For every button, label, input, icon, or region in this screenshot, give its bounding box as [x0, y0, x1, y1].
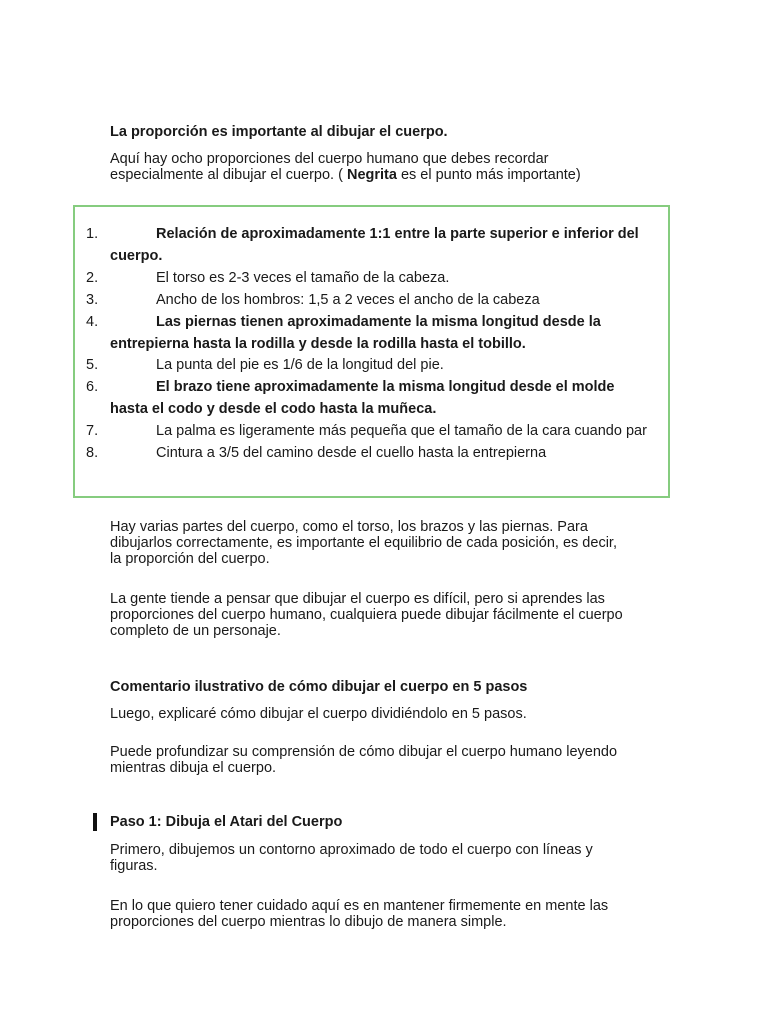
proportion-text: La palma es ligeramente más pequeña que el tamaño de la cara cuando par: [156, 423, 647, 440]
proportion-text: Cintura a 3/5 del camino desde el cuello hasta la entrepierna: [156, 445, 547, 462]
proportions-list: [86, 224, 656, 465]
intro-paragraph-bold: Negrita: [346, 167, 397, 183]
body-paragraph-4: Puede profundizar su comprensión de cómo dibujar el cuerpo humano leyendo mientras dibuja el cuerpo.: [110, 744, 618, 776]
intro-heading: La proporción es importante al dibujar el cuerpo.: [110, 124, 448, 140]
proportion-item: [86, 355, 656, 377]
proportion-text: El brazo tiene aproximadamente la misma longitud desde el molde hasta el codo y desde el codo hasta la muñeca.: [110, 379, 615, 418]
proportion-number: 4.: [86, 313, 99, 330]
proportion-item: [86, 290, 656, 312]
body-paragraph-2: La gente tiende a pensar que dibujar el cuerpo es difícil, pero si aprendes las proporciones del cuerpo humano, cualquiera puede dibujar fácilmente el cuerpo completo de un personaje.: [110, 591, 623, 639]
step1-paragraph-2: En lo que quiero tener cuidado aquí es en mantener firmemente en mente las proporciones del cuerpo mientras lo dibujo de manera simple.: [110, 898, 609, 930]
step-marker-bar: [93, 813, 97, 831]
proportion-text: Ancho de los hombros: 1,5 a 2 veces el ancho de la cabeza: [156, 291, 540, 308]
section-heading: Comentario ilustrativo de cómo dibujar el cuerpo en 5 pasos: [110, 679, 528, 695]
proportion-item: [86, 312, 656, 356]
proportion-number: 3.: [86, 291, 99, 308]
intro-paragraph-prefix: Aquí hay ocho proporciones del cuerpo humano que debes recordar especialmente al dibujar el cuerpo. (: [110, 151, 549, 183]
proportion-item: [86, 224, 656, 268]
proportion-item: [86, 268, 656, 290]
proportion-text: Relación de aproximadamente 1:1 entre la parte superior e inferior del cuerpo.: [110, 226, 639, 264]
proportion-item: [86, 421, 656, 443]
proportion-number: 2.: [86, 269, 99, 286]
proportion-number: 5.: [86, 357, 99, 374]
step1-paragraph-1: Primero, dibujemos un contorno aproximado de todo el cuerpo con líneas y figuras.: [110, 842, 593, 874]
step1-heading: Paso 1: Dibuja el Atari del Cuerpo: [110, 814, 343, 830]
proportion-text: El torso es 2-3 veces el tamaño de la cabeza.: [156, 269, 450, 286]
proportion-number: 1.: [86, 226, 99, 242]
intro-paragraph: [110, 151, 670, 183]
proportion-number: 7.: [86, 423, 99, 440]
proportion-text: Las piernas tienen aproximadamente la misma longitud desde la entrepierna hasta la rodilla y desde la rodilla hasta el tobillo.: [110, 313, 601, 352]
proportion-item: [86, 443, 656, 465]
intro-paragraph-suffix: es el punto más importante): [396, 167, 581, 183]
proportion-item: [86, 377, 656, 421]
proportion-text: La punta del pie es 1/6 de la longitud del pie.: [156, 357, 444, 374]
body-paragraph-3: Luego, explicaré cómo dibujar el cuerpo dividiéndolo en 5 pasos.: [110, 706, 527, 722]
proportion-number: 6.: [86, 379, 99, 396]
body-paragraph-1: Hay varias partes del cuerpo, como el torso, los brazos y las piernas. Para dibujarlos correctamente, es importante el equilibrio de cada posición, es decir, la proporción del cuerpo.: [110, 519, 617, 567]
proportion-number: 8.: [86, 445, 99, 462]
